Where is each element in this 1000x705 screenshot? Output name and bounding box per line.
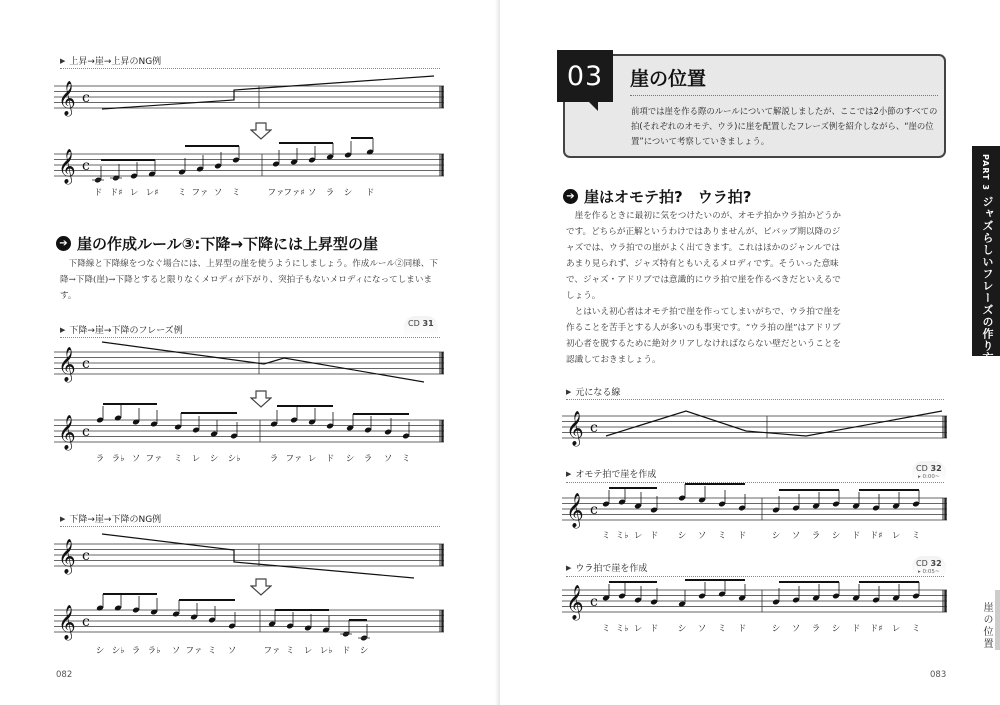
time-signature-common: c [82,424,90,440]
note-name: レ [633,624,643,634]
treble-clef-icon: 𝄞 [58,605,76,640]
section-side-label: 崖の位置 [972,590,1000,650]
note-name: レ [191,454,201,464]
treble-clef-icon: 𝄞 [566,411,584,446]
note-name: レ [307,454,317,464]
note-name: ファ [185,646,203,656]
note-names-offbeat [562,622,947,634]
page-number: 083 [930,670,947,680]
staff-example1-lines [54,81,444,116]
note-name: ファ [145,454,163,464]
time-signature-common: c [590,594,598,610]
note-name: シ♭ [111,646,125,656]
time-signature-common: c [590,420,598,436]
staff-example2-lines [54,347,444,382]
note-name: ソ [227,646,237,656]
arrow-circle-icon: ➔ [56,236,71,251]
divider [630,95,938,96]
rule3-body: 下降線と下降線をつなぐ場合には、上昇型の崖を使うようにしましょう。作成ルール②同様、下降→下降(崖)→下降とすると限りなくメロディが下がり、突拍子もないメロディになってしまいます。 [60,259,438,301]
base-line-label: ▶ 元になる線 [566,387,621,398]
section-number-tail [589,102,598,111]
staff-base-line [562,411,947,446]
divider [566,482,944,483]
note-name: シ [831,531,841,541]
offbeat-body: 崖を作るときに最初に気をつけたいのが、オモテ拍かウラ拍かどうかです。どちらが正解というわけではありませんが、ビバップ期以降のジャズでは、ウラ拍での崖がよく出てきます。これはほかのジャンルではあまり見られず、ジャズ特有ともいえるメロディです。そういった意味で、ジャズ・アドリブでは意識的にウラ拍で崖を作るべきだといえるでしょう。 とはいえ初心者はオモテ拍で崖を作ってしまいがちで、ウラ拍で崖を作ることを苦手とする人が多いのも事実です。“ウラ拍の崖”はアドリブ初心者を脱するために絶対クリアしなければならない壁だということを認識しておきましょう。 [566,211,842,365]
note-name: ミ [601,624,611,634]
note-name: ラ [131,646,141,656]
note-name: シ [771,531,781,541]
section-number: 03 [557,50,613,102]
note-name: ソ [171,646,181,656]
note-name: ド♯ [869,531,883,541]
note-name: ド [649,624,659,634]
note-name: ラ [325,188,335,198]
staff-offbeat [562,585,947,620]
note-name: ミ [207,646,217,656]
treble-clef-icon: 𝄞 [58,81,76,116]
note-name: ミ [601,531,611,541]
divider [60,337,440,338]
note-name: ミ [911,624,921,634]
offbeat-label: ▶ ウラ拍で崖を作成 [566,563,648,574]
note-name: シ [209,454,219,464]
divider [566,399,944,400]
note-name: レ♯ [145,188,159,198]
note-name: ソ [383,454,393,464]
rule3-heading: ➔ 崖の作成ルール③:下降→下降には上昇型の崖 [56,233,378,254]
time-signature-common: c [82,158,90,174]
note-name: ラ [95,454,105,464]
note-name: シ [345,454,355,464]
note-names-example1 [54,186,444,198]
note-name: ミ [401,454,411,464]
treble-clef-icon: 𝄞 [58,539,76,574]
cd-track-badge: CD 32 ▸ 0:05~ [912,556,946,578]
staff-example1-notes [54,149,444,184]
down-arrow-icon [250,390,272,408]
note-names-onbeat [562,529,947,541]
note-name: ド [851,624,861,634]
down-arrow-icon [250,578,272,596]
offbeat-heading: ➔ 崖はオモテ拍? ウラ拍? [563,186,751,207]
note-name: ミ [717,624,727,634]
note-name: ド [93,188,103,198]
note-name: シ [677,531,687,541]
page-number: 082 [56,670,73,680]
note-name: ミ [911,531,921,541]
note-name: ミ [177,188,187,198]
treble-clef-icon: 𝄞 [58,415,76,450]
note-name: ファ [263,646,281,656]
note-name: ド [365,188,375,198]
note-name: ミ [285,646,295,656]
cd-track-badge: CD 32 ▸ 0:00~ [912,461,946,483]
treble-clef-icon: 𝄞 [566,585,584,620]
time-signature-common: c [82,614,90,630]
note-name: シ [677,624,687,634]
note-name: ミ [231,188,241,198]
time-signature-common: c [82,90,90,106]
note-name: シ [359,646,369,656]
divider [60,526,440,527]
note-name: ソ [791,531,801,541]
divider [566,576,944,577]
note-name: ソ [131,454,141,464]
note-name: ド [737,531,747,541]
triangle-right-icon: ▶ [566,387,572,396]
note-name: シ [95,646,105,656]
section-description: 前項では崖を作る際のルールについて解説しましたが、ここでは2小節のすべての拍(それぞれのオモテ、ウラ)に崖を配置したフレーズ例を紹介しながら、“崖の位置”について考察していきましょう。 [631,106,938,146]
note-name: ラ♭ [111,454,125,464]
note-name: ド♯ [869,624,883,634]
staff-example3-notes [54,605,444,640]
staff-example2-notes [54,415,444,450]
note-name: シ [831,624,841,634]
note-name: ド [325,454,335,464]
staff-onbeat [562,493,947,528]
note-name: ラ [363,454,373,464]
treble-clef-icon: 𝄞 [58,347,76,382]
divider [60,68,440,69]
example2-label: ▶ 下降→崖→下降のフレーズ例 [60,325,183,336]
melody-contour-line [102,534,414,578]
melody-contour-line [102,342,424,382]
note-name: ソ [307,188,317,198]
note-name: ド♯ [109,188,123,198]
example3-label: ▶ 下降→崖→下降のNG例 [60,514,162,525]
note-name: ソ [213,188,223,198]
note-name: レ [303,646,313,656]
onbeat-label: ▶ オモテ拍で崖を作成 [566,469,657,480]
part-side-tab: PART 3 ジャズらしいフレーズの作り方 [972,146,1000,356]
note-name: ファ [191,188,209,198]
time-signature-common: c [82,356,90,372]
section-title: 崖の位置 [630,68,707,90]
staff-example3-lines [54,539,444,574]
note-name: シ♭ [227,454,241,464]
note-name: ファ [285,454,303,464]
down-arrow-icon [250,122,272,140]
note-name: ミ♭ [615,531,629,541]
note-name: ミ♭ [615,624,629,634]
triangle-right-icon: ▶ [60,325,66,334]
triangle-right-icon: ▶ [566,563,572,572]
note-name: ド [737,624,747,634]
note-name: レ [891,624,901,634]
note-names-example2 [54,452,444,464]
note-name: ラ [269,454,279,464]
note-name: ラ♭ [147,646,161,656]
note-name: ラ [811,624,821,634]
note-names-example3 [54,644,444,656]
note-name: シ [771,624,781,634]
melody-contour-line [102,76,434,109]
note-name: ミ [717,531,727,541]
note-name: ソ [697,531,707,541]
note-name: レ [891,531,901,541]
note-name: ソ [697,624,707,634]
note-name: ソ [791,624,801,634]
treble-clef-icon: 𝄞 [58,149,76,184]
treble-clef-icon: 𝄞 [566,493,584,528]
note-name: ファ [267,188,285,198]
time-signature-common: c [82,548,90,564]
note-name: ミ [173,454,183,464]
triangle-right-icon: ▶ [60,56,66,65]
triangle-right-icon: ▶ [60,514,66,523]
note-name: レ [129,188,139,198]
note-name: ラ [811,531,821,541]
note-name: ド [649,531,659,541]
cd-track-badge: CD 31 [404,316,438,338]
note-name: レ [633,531,643,541]
note-name: シ [343,188,353,198]
note-name: レ♭ [319,646,333,656]
arrow-circle-icon: ➔ [563,189,578,204]
note-name: ド [851,531,861,541]
note-name: ファ♯ [283,188,305,198]
time-signature-common: c [590,502,598,518]
triangle-right-icon: ▶ [566,469,572,478]
example1-label: ▶ 上昇→崖→上昇のNG例 [60,56,162,67]
note-name: ド [341,646,351,656]
